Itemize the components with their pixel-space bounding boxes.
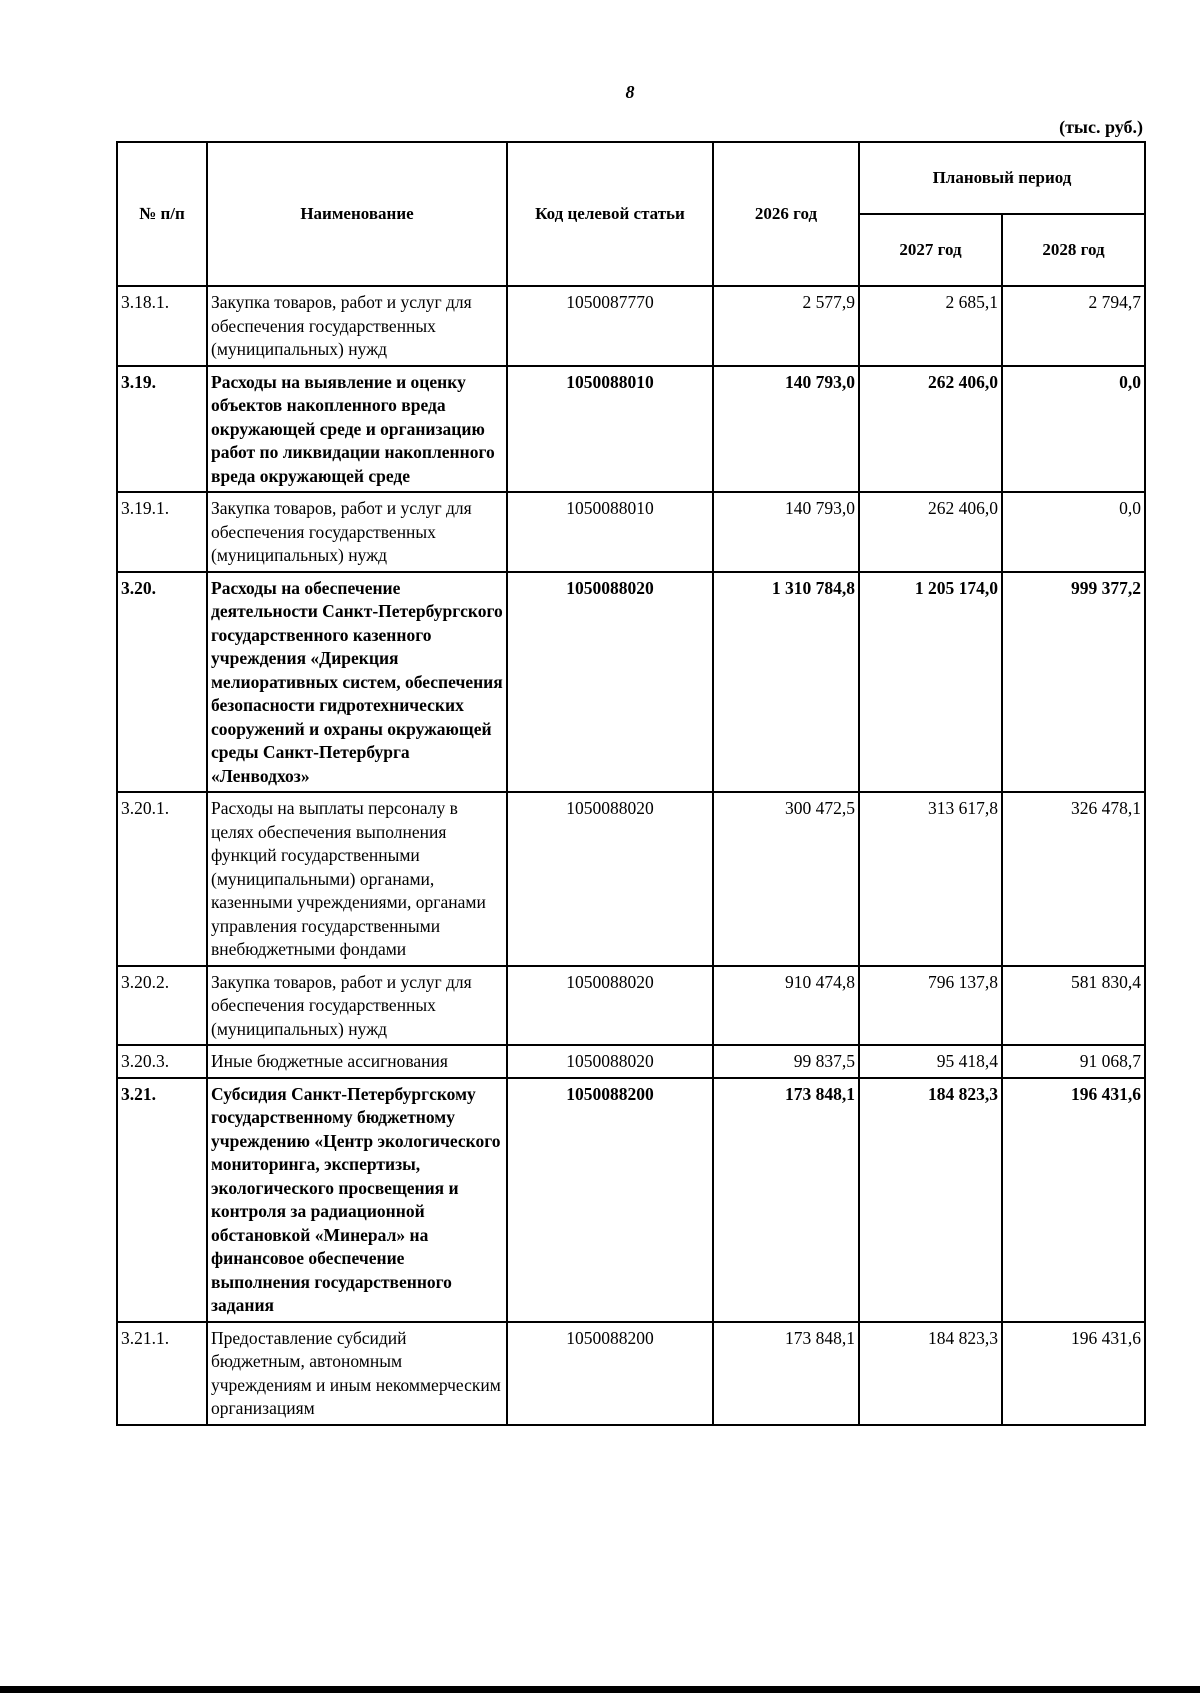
row-name: Расходы на выплаты персоналу в целях обеспечения выполнения функций государственными (муниципальными) органами, казенными учреждениями, органами управления государственными внебюджетными фондами	[207, 792, 507, 966]
row-number: 3.21.1.	[117, 1322, 207, 1425]
row-name: Закупка товаров, работ и услуг для обеспечения государственных (муниципальных) нужд	[207, 492, 507, 572]
row-code: 1050088200	[507, 1078, 713, 1322]
table-row	[117, 492, 1145, 572]
row-2028: 0,0	[1002, 366, 1145, 493]
row-number: 3.20.2.	[117, 966, 207, 1046]
header-code: Код целевой статьи	[507, 142, 713, 286]
row-2028: 196 431,6	[1002, 1322, 1145, 1425]
row-name: Субсидия Санкт-Петербургскому государственному бюджетному учреждению «Центр экологического мониторинга, экспертизы, экологического просвещения и контроля за радиационной обстановкой «Минерал» на финансовое обеспечение выполнения государственного задания	[207, 1078, 507, 1322]
header-num: № п/п	[117, 142, 207, 286]
row-2027: 184 823,3	[859, 1322, 1002, 1425]
row-2026: 1 310 784,8	[713, 572, 859, 793]
row-number: 3.18.1.	[117, 286, 207, 366]
table-row	[117, 1045, 1145, 1078]
row-code: 1050088020	[507, 966, 713, 1046]
table-row	[117, 366, 1145, 493]
row-name: Расходы на выявление и оценку объектов накопленного вреда окружающей среде и организацию работ по ликвидации накопленного вреда окружающей среде	[207, 366, 507, 493]
row-2028: 326 478,1	[1002, 792, 1145, 966]
row-2028: 0,0	[1002, 492, 1145, 572]
row-name: Предоставление субсидий бюджетным, автономным учреждениям и иным некоммерческим организациям	[207, 1322, 507, 1425]
table-row	[117, 1322, 1145, 1425]
row-2027: 2 685,1	[859, 286, 1002, 366]
row-code: 1050088010	[507, 366, 713, 493]
table-row	[117, 572, 1145, 793]
row-2027: 796 137,8	[859, 966, 1002, 1046]
row-name: Закупка товаров, работ и услуг для обеспечения государственных (муниципальных) нужд	[207, 966, 507, 1046]
row-2026: 173 848,1	[713, 1322, 859, 1425]
header-2028: 2028 год	[1002, 214, 1145, 286]
row-2028: 581 830,4	[1002, 966, 1145, 1046]
row-number: 3.21.	[117, 1078, 207, 1322]
row-2027: 262 406,0	[859, 366, 1002, 493]
row-2028: 196 431,6	[1002, 1078, 1145, 1322]
row-2027: 313 617,8	[859, 792, 1002, 966]
table-row	[117, 966, 1145, 1046]
header-2026: 2026 год	[713, 142, 859, 286]
row-2027: 184 823,3	[859, 1078, 1002, 1322]
row-name: Закупка товаров, работ и услуг для обеспечения государственных (муниципальных) нужд	[207, 286, 507, 366]
table-row	[117, 792, 1145, 966]
row-number: 3.19.	[117, 366, 207, 493]
row-name: Иные бюджетные ассигнования	[207, 1045, 507, 1078]
table-body	[117, 286, 1145, 1425]
header-planned-period: Плановый период	[859, 142, 1145, 214]
row-2026: 173 848,1	[713, 1078, 859, 1322]
table-row	[117, 1078, 1145, 1322]
budget-table	[116, 141, 1146, 1426]
header-name: Наименование	[207, 142, 507, 286]
bottom-rule	[0, 1686, 1200, 1693]
row-number: 3.19.1.	[117, 492, 207, 572]
row-code: 1050088200	[507, 1322, 713, 1425]
row-2026: 140 793,0	[713, 492, 859, 572]
row-name: Расходы на обеспечение деятельности Санкт-Петербургского государственного казенного учреждения «Дирекция мелиоративных систем, обеспечения безопасности гидротехнических сооружений и охраны окружающей среды Санкт-Петербурга «Ленводхоз»	[207, 572, 507, 793]
row-2026: 910 474,8	[713, 966, 859, 1046]
row-2026: 140 793,0	[713, 366, 859, 493]
row-code: 1050088020	[507, 1045, 713, 1078]
row-code: 1050088010	[507, 492, 713, 572]
page-number: 8	[625, 82, 635, 102]
row-code: 1050088020	[507, 572, 713, 793]
row-2027: 262 406,0	[859, 492, 1002, 572]
row-2027: 1 205 174,0	[859, 572, 1002, 793]
table-row	[117, 286, 1145, 366]
row-2026: 99 837,5	[713, 1045, 859, 1078]
row-number: 3.20.1.	[117, 792, 207, 966]
row-2026: 2 577,9	[713, 286, 859, 366]
row-number: 3.20.	[117, 572, 207, 793]
row-number: 3.20.3.	[117, 1045, 207, 1078]
row-2027: 95 418,4	[859, 1045, 1002, 1078]
row-code: 1050087770	[507, 286, 713, 366]
header-2027: 2027 год	[859, 214, 1002, 286]
row-2028: 91 068,7	[1002, 1045, 1145, 1078]
unit-label: (тыс. руб.)	[1059, 117, 1143, 137]
table-header	[117, 142, 1145, 286]
row-2026: 300 472,5	[713, 792, 859, 966]
row-2028: 999 377,2	[1002, 572, 1145, 793]
row-2028: 2 794,7	[1002, 286, 1145, 366]
row-code: 1050088020	[507, 792, 713, 966]
